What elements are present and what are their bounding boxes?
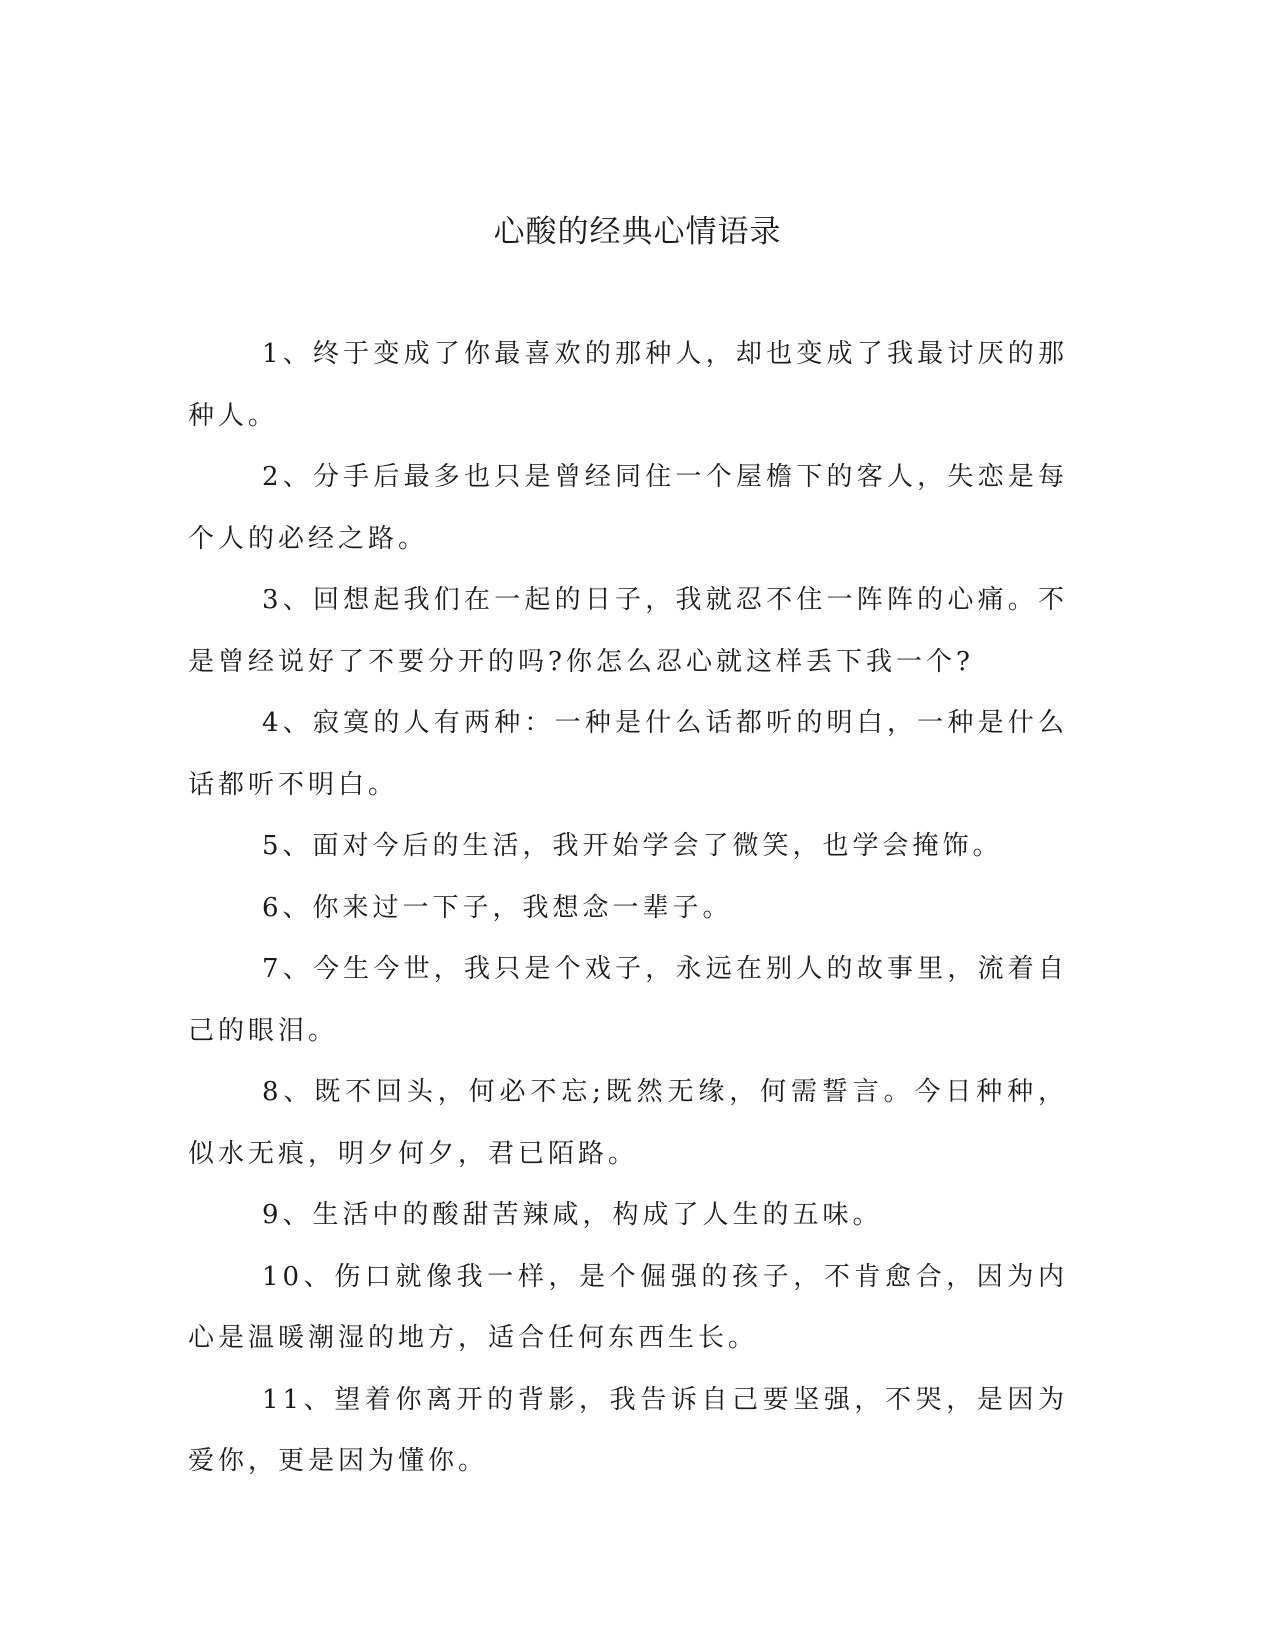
document-body	[188, 324, 1068, 1493]
document-title: 心酸的经典心情语录	[493, 214, 782, 250]
quote-paragraph: 9、生活中的酸甜苦辣咸，构成了人生的五味。	[262, 1200, 883, 1230]
quote-paragraph: 2、分手后最多也只是曾经同住一个屋檐下的客人，失恋是每个人的必经之路。	[188, 462, 1068, 554]
quote-paragraph: 6、你来过一下子，我想念一辈子。	[262, 892, 733, 923]
quote-paragraph: 11、望着你离开的背影，我告诉自己要坚强，不哭，是因为爱你，更是因为懂你。	[188, 1384, 1068, 1476]
quote-paragraph: 5、面对今后的生活，我开始学会了微笑，也学会掩饰。	[262, 831, 1003, 861]
quote-paragraph: 10、伤口就像我一样，是个倔强的孩子，不肯愈合，因为内心是温暖潮湿的地方，适合任何东西生长。	[188, 1261, 1068, 1353]
quote-paragraph: 1、终于变成了你最喜欢的那种人，却也变成了我最讨厌的那种人。	[188, 339, 1068, 431]
quote-paragraph: 3、回想起我们在一起的日子，我就忍不住一阵阵的心痛。不是曾经说好了不要分开的吗?你怎么忍心就这样丢下我一个?	[188, 585, 1068, 677]
quote-paragraph: 4、寂寞的人有两种：一种是什么话都听的明白，一种是什么话都听不明白。	[188, 708, 1068, 800]
quote-paragraph: 8、既不回头，何必不忘;既然无缘，何需誓言。今日种种，似水无痕，明夕何夕，君已陌路。	[188, 1077, 1068, 1169]
quote-paragraph: 7、今生今世，我只是个戏子，永远在别人的故事里，流着自己的眼泪。	[188, 954, 1068, 1046]
